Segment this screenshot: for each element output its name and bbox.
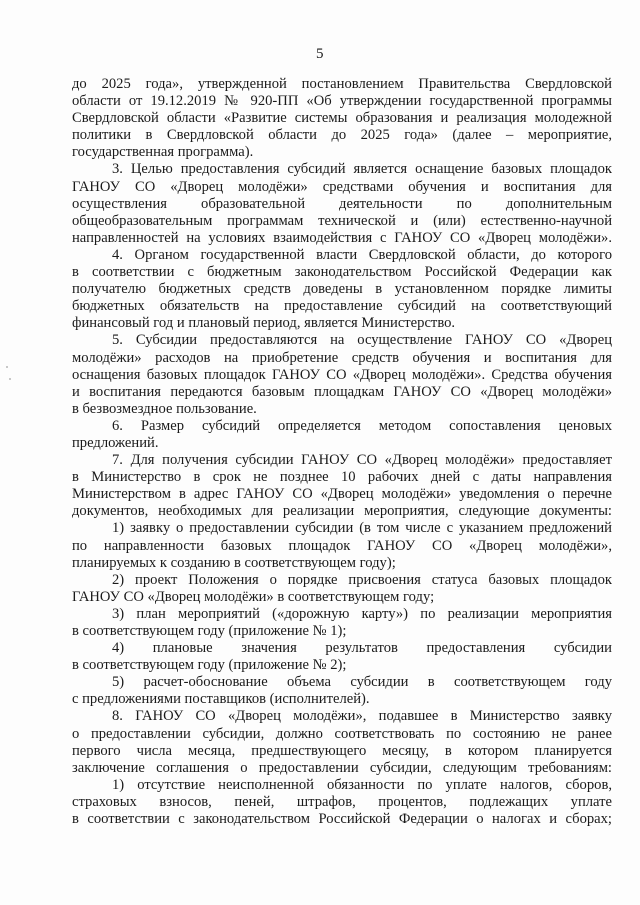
text-line: оснащения базовых площадок ГАНОУ СО «Дворец молодёжи». Средства обучения [72, 366, 612, 383]
text-line: политики в Свердловской области до 2025 года» (далее – мероприятие, [72, 127, 612, 144]
text-line: 6. Размер субсидий определяется методом сопоставления ценовых [112, 417, 612, 434]
text-line: 3) план мероприятий («дорожную карту») по реализации мероприятия [112, 605, 612, 622]
text-line: о предоставлении субсидии, должно соответствовать по состоянию не ранее [72, 725, 612, 742]
text-line: осуществления образовательной деятельности по дополнительным [72, 195, 612, 212]
text-line: предложений. [72, 434, 159, 451]
page-number: 5 [316, 46, 324, 62]
text-line: Министерством в адрес ГАНОУ СО «Дворец молодёжи» уведомления о перечне [72, 486, 612, 503]
text-line: общеобразовательным программам технической и (или) естественно-научной [72, 212, 612, 229]
text-line: заключение соглашения о предоставлении субсидии, следующим требованиям: [72, 759, 612, 776]
text-line: 3. Целью предоставления субсидий является оснащение базовых площадок [112, 161, 612, 178]
text-line: 1) отсутствие неисполненной обязанности по уплате налогов, сборов, [112, 776, 612, 793]
text-line: области от 19.12.2019 № 920-ПП «Об утверждении государственной программы [72, 93, 612, 110]
text-line: и воспитания передаются базовым площадкам ГАНОУ СО «Дворец молодёжи» [72, 383, 612, 400]
text-line: до 2025 года», утвержденной постановлением Правительства Свердловской [72, 76, 612, 92]
text-line: с предложениями поставщиков (исполнителей). [72, 691, 370, 708]
text-line: 4) плановые значения результатов предоставления субсидии [112, 640, 612, 657]
text-line: ГАНОУ СО «Дворец молодёжи» средствами обучения и воспитания для [72, 178, 612, 195]
text-line: документов, необходимых для реализации мероприятия, следующие документы: [72, 503, 612, 520]
text-line: планируемых к созданию в соответствующем году); [72, 554, 396, 571]
document-body-text [72, 76, 612, 828]
text-line: ГАНОУ СО «Дворец молодёжи» в соответствующем году; [72, 588, 435, 605]
text-line: 5. Субсидии предоставляются на осуществление ГАНОУ СО «Дворец [112, 332, 612, 349]
text-line: страховых взносов, пеней, штрафов, процентов, подлежащих уплате [72, 793, 612, 810]
text-line: 4. Органом государственной власти Свердловской области, до которого [112, 246, 612, 263]
text-line: в соответствии с законодательством Российской Федерации о налогах и сборах; [72, 811, 612, 828]
text-line: по направленности базовых площадок ГАНОУ СО «Дворец молодёжи», [72, 537, 612, 554]
text-line: в соответствующем году (приложение № 2); [72, 657, 347, 674]
text-line: бюджетных обязательств на предоставление субсидий на соответствующий [72, 298, 612, 315]
text-line: в Министерство в срок не позднее 10 рабочих дней с даты направления [72, 469, 612, 486]
text-line: в соответствии с бюджетным законодательством Российской Федерации как [72, 264, 612, 281]
text-line: 2) проект Положения о порядке присвоения статуса базовых площадок [112, 571, 612, 588]
text-line: 7. Для получения субсидии ГАНОУ СО «Дворец молодёжи» предоставляет [112, 452, 612, 469]
text-line: 8. ГАНОУ СО «Дворец молодёжи», подавшее в Министерство заявку [112, 708, 612, 725]
text-line: в безвозмездное пользование. [72, 400, 257, 417]
text-line: молодёжи» расходов на приобретение средств обучения и воспитания для [72, 349, 612, 366]
scan-speck [9, 378, 11, 380]
text-line: в соответствующем году (приложение № 1); [72, 623, 347, 639]
text-line: получателю бюджетных средств доведены в установленном порядке лимиты [72, 281, 612, 298]
text-line: 5) расчет-обоснование объема субсидии в соответствующем году [112, 674, 612, 691]
text-line: 1) заявку о предоставлении субсидии (в том числе с указанием предложений [112, 520, 612, 537]
text-line: финансовый год и плановый период, является Министерство. [72, 315, 456, 332]
text-line: государственная программа). [72, 144, 254, 161]
scan-speck [6, 366, 8, 368]
text-line: Свердловской области «Развитие системы образования и реализация молодежной [72, 110, 612, 127]
text-line: направленностей на условиях взаимодействия с ГАНОУ СО «Дворец молодёжи». [72, 229, 612, 246]
text-line: первого числа месяца, предшествующего месяцу, в котором планируется [72, 742, 612, 759]
